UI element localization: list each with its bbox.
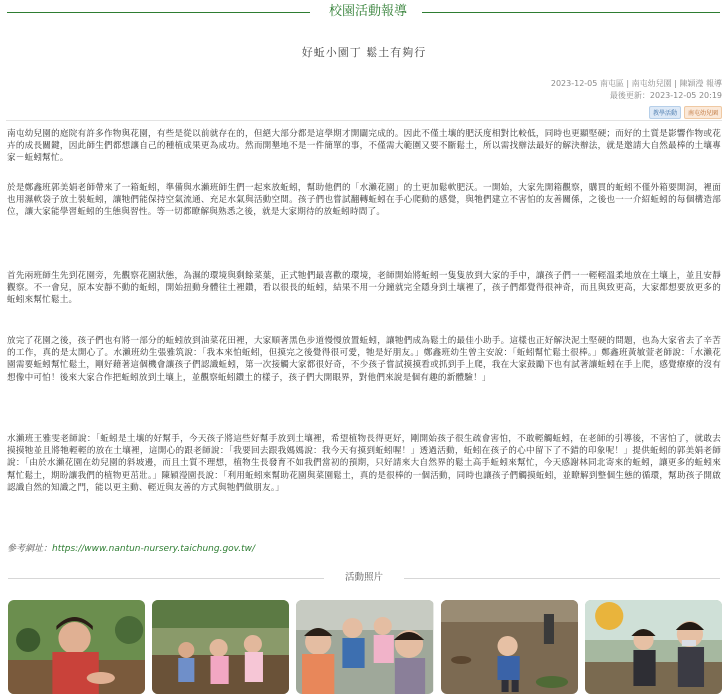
photo-gallery	[8, 600, 722, 694]
article-paragraph: 於是鄭鑫班郭美娟老師帶來了一箱蚯蚓，準備與水瀨班師生們一起來放蚯蚓，幫助他們的「水瀨花園」的土更加鬆軟肥沃。一開始，大家先開箱觀察，購買的蚯蚓不僅外箱要開洞，裡面也用濕軟袋子放土裝蚯蚓，讓牠們能保持空氣流通、充足水氣與活動空間。孩子們也嘗試翻轉蚯蚓在手心爬動的感覺，與牠們建立不害怕的友善關係，之後也一一介紹蚯蚓的每個構造部位，讓大家能學習蚯蚓的生態與習性。等一切都瞭解與熟悉之後，就是大家期待的放蚯蚓時間了。	[7, 183, 721, 218]
header-divider-right	[422, 12, 720, 13]
reference-link[interactable]: https://www.nantun-nursery.taichung.gov.tw/	[52, 544, 256, 554]
tag-badge[interactable]: 教學活動	[649, 106, 681, 119]
gallery-title: 活動照片	[344, 572, 383, 583]
reference-label: 參考網址：	[7, 544, 53, 554]
gallery-photo[interactable]	[8, 600, 145, 694]
gallery-photo[interactable]	[152, 600, 289, 694]
gallery-photo[interactable]	[296, 600, 433, 694]
article-title: 好蚯小園丁 鬆土有夠行	[301, 46, 427, 59]
gallery-photo[interactable]	[441, 600, 578, 694]
gallery-divider-left	[8, 578, 324, 579]
reference	[7, 541, 255, 554]
article-paragraph: 放完了花園之後，孩子們也有將一部分的蚯蚓放到油菜花田裡，大家順著黑色步道慢慢放置蚯蚓，讓牠們成為鬆土的最佳小助手。這樣也正好解決泥土堅硬的問題，也為大家省去了辛苦的工作，真的是太開心了。水瀨班幼生張雅筑說：「我本來怕蚯蚓，但摸完之後覺得很可愛，牠是好朋友。」鄭鑫班幼生曾主安說：「蚯蚓幫忙鬆土很棒。」鄭鑫班黃敏萱老師說：「水瀨花園需要蚯蚓幫忙鬆土，剛好藉著這個機會讓孩子們認識蚯蚓，第一次接觸大家都很好奇，不少孩子嘗試摸摸看或抓到手上爬，我在大家鼓勵下也有試著讓蚯蚓在手上爬，感覺療療的沒有想像中可怕！後來大家合作把蚯蚓放到土壤上，並觀察蚯蚓鑽土的樣子，孩子們大開眼界，對他們來說是個有趣的新體驗！」	[7, 336, 721, 383]
article-meta: 2023-12-05 南屯區 | 南屯幼兒園 | 陳穎瀅 報導	[550, 79, 722, 88]
article-paragraph: 南屯幼兒園的庭院有許多作物與花園，有些是從以前就存在的，但絕大部分都是這學期才開闢完成的。因此不僅土壤的肥沃度相對比較低，同時也更顯堅硬；而好的土質是影響作物或花卉的成長關鍵，因此師生們都想讓自己的種植成果更為成功。然而開墾地不是一件簡單的事，不僅需大範圍又要不斷鬆土，所以需找辦法最好的解決辦法，就是邀請大自然最棒的土壤專家－蚯蚓幫忙。	[7, 129, 721, 164]
article-paragraph: 水瀨班王雅雯老師說：「蚯蚓是土壤的好幫手，今天孩子將這些好幫手放到土壤裡，希望植物長得更好，剛開始孩子很生疏會害怕，不敢輕觸蚯蚓，在老師的引導後，不害怕了，就敢去摸摸牠並且將牠輕輕的放在土壤裡，這開心的跟老師說：「我要回去跟我媽媽說：我今天有摸到蚯蚓喔！」透過活動，蚯蚓在孩子的心中留下了不錯的印象呢！」提供蚯蚓的郭美娟老師說：「由於水瀨花園在幼兒園的斜坡邊，而且土質不理想，植物生長發育不如我們當初的預期，只好請來大自然界的鬆土高手蚯蚓來幫忙，今天感謝林同北寄來的蚯蚓，讓更多的蚯蚓來幫忙鬆土，期盼讓我們的植物更茁壯。」陳穎瀅園長說：「利用蚯蚓來幫助花園與菜園鬆土，真的是很棒的一個活動，同時也讓孩子們觸摸蚯蚓，並瞭解到整個生態的循環，幫助孩子開啟認識自然的知識之門，能以更主動、輕近與友善的方式與牠們做朋友。」	[7, 434, 721, 493]
header-divider-left	[7, 12, 310, 13]
section-header	[0, 4, 728, 20]
tag-badge[interactable]: 南屯幼兒園	[684, 106, 722, 119]
gallery-divider-right	[404, 578, 720, 579]
gallery-photo[interactable]	[585, 600, 722, 694]
section-title: 校園活動報導	[328, 4, 407, 19]
content-divider	[6, 120, 722, 121]
article-tags	[649, 106, 722, 119]
article-paragraph: 首先兩班師生先到花園旁，先觀察花園狀態，為濕的環境與剩餘菜葉，正式牠們最喜歡的環境，老師開始將蚯蚓一隻隻放到大家的手中，讓孩子們一一輕輕溫柔地放在土壤上，並且安靜觀察。不一會兒，原本安靜不動的蚯蚓，開始扭動身體往土裡鑽，看以很長的蚯蚓，結果不用一分鐘就完全隱身到土壤裡了，孩子們都覺得很神奇，而且與致更高，大家都想要放更多的蚯蚓來幫忙鬆土。	[7, 271, 721, 306]
last-updated: 最後更新：2023-12-05 20:19	[609, 91, 722, 100]
gallery-header	[0, 571, 728, 585]
